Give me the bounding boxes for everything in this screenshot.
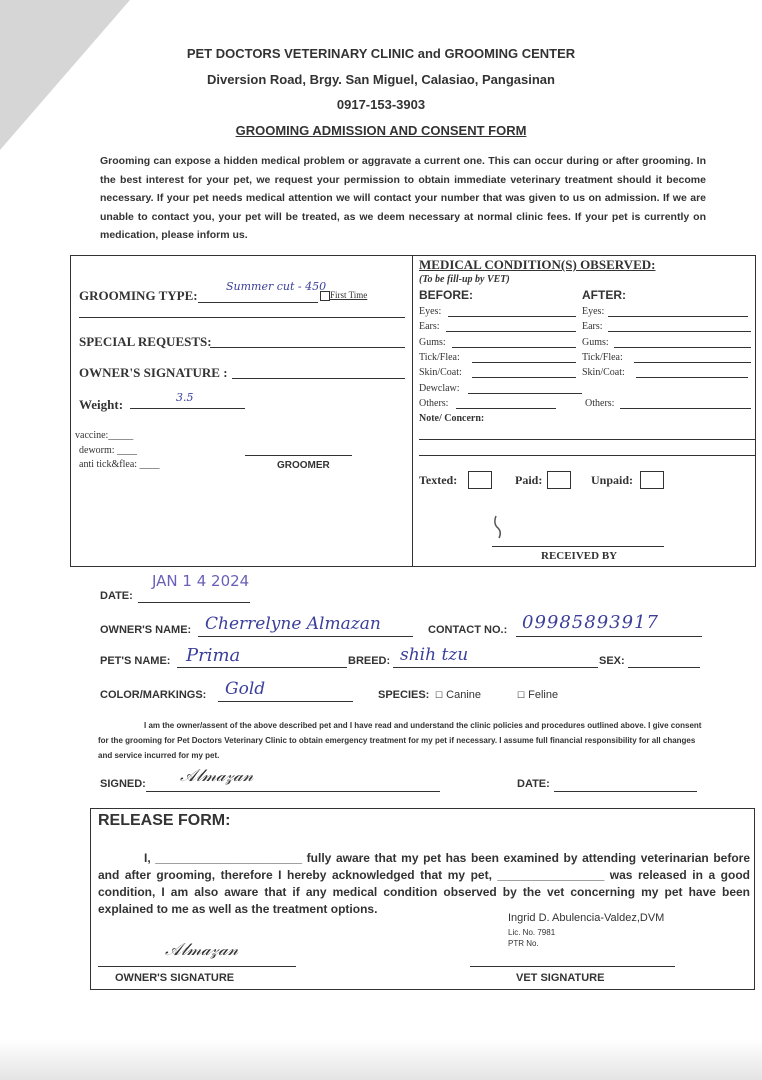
sex-label: SEX: bbox=[599, 655, 625, 667]
before-line bbox=[472, 377, 576, 378]
feline-label: Feline bbox=[528, 689, 559, 701]
received-by-line[interactable] bbox=[492, 546, 664, 547]
color-line bbox=[218, 701, 353, 702]
breed-label: BREED: bbox=[348, 655, 391, 667]
after-label: AFTER: bbox=[582, 288, 626, 302]
after-item: Skin/Coat: bbox=[582, 367, 625, 378]
groomer-line bbox=[245, 455, 352, 456]
release-owner-signature: 𝒜𝓁𝓂𝒶𝓏𝒶𝓃 bbox=[165, 940, 239, 960]
after-line bbox=[636, 377, 748, 378]
vet-sig-label: VET SIGNATURE bbox=[516, 972, 605, 984]
vet-license: Lic. No. 7981 bbox=[508, 928, 556, 937]
contact-value[interactable]: 09985893917 bbox=[522, 612, 659, 633]
clinic-name: PET DOCTORS VETERINARY CLINIC and GROOMING CENTER bbox=[186, 46, 576, 61]
pet-name-label: PET'S NAME: bbox=[100, 655, 171, 667]
antitick-label: anti tick&flea: ____ bbox=[79, 459, 160, 470]
first-time-option[interactable] bbox=[320, 290, 367, 301]
deworm-label: deworm: ____ bbox=[79, 445, 138, 456]
unpaid-label: Unpaid: bbox=[591, 473, 634, 487]
paid-checkbox[interactable] bbox=[547, 471, 571, 489]
received-by-label: RECEIVED BY bbox=[541, 550, 618, 562]
weight-label: Weight: bbox=[79, 397, 124, 412]
note-line-1[interactable] bbox=[419, 439, 755, 440]
texted-checkbox[interactable] bbox=[468, 471, 492, 489]
vaccine-label: vaccine:_____ bbox=[75, 430, 134, 441]
after-item: Tick/Flea: bbox=[582, 352, 623, 363]
unpaid-checkbox[interactable] bbox=[640, 471, 664, 489]
vet-name: Ingrid D. Abulencia-Valdez,DVM bbox=[508, 912, 665, 924]
before-line bbox=[468, 393, 582, 394]
canine-checkbox[interactable]: ☐ bbox=[435, 690, 444, 700]
signed-line[interactable] bbox=[146, 791, 440, 792]
weight-value[interactable]: 3.5 bbox=[176, 391, 194, 404]
date2-label: DATE: bbox=[517, 778, 550, 790]
after-item: Ears: bbox=[582, 321, 603, 332]
after-item: Others: bbox=[585, 398, 615, 409]
groomer-label: GROOMER bbox=[277, 460, 330, 471]
after-line bbox=[634, 362, 751, 363]
owner-name-label: OWNER'S NAME: bbox=[100, 624, 192, 636]
clinic-phone: 0917-153-3903 bbox=[336, 97, 426, 112]
grooming-type-line bbox=[198, 302, 318, 303]
color-value[interactable]: Gold bbox=[225, 679, 266, 699]
release-paragraph: I, ______________________ fully aware that my pet has been examined by attending veterinarian before and after grooming, therefore I hereby acknowledged that my pet, ________________ was released in a good condition, I am also aware that if any medical condition observed by the vet concerning my pet have been explained to me as well as the treatment options. bbox=[98, 851, 750, 916]
weight-line bbox=[130, 408, 245, 409]
vet-sig-line[interactable] bbox=[470, 966, 675, 967]
texted-label: Texted: bbox=[419, 473, 458, 487]
canine-label: Canine bbox=[446, 689, 481, 701]
clinic-address: Diversion Road, Brgy. San Miguel, Calasiao, Pangasinan bbox=[207, 72, 555, 87]
pet-name-line bbox=[177, 667, 347, 668]
color-label: COLOR/MARKINGS: bbox=[100, 689, 207, 701]
owner-signature: 𝒜𝓁𝓂𝒶𝓏𝒶𝓃 bbox=[180, 766, 254, 786]
species-label: SPECIES: bbox=[378, 689, 430, 701]
grooming-type-line-2 bbox=[79, 317, 405, 318]
before-label: BEFORE: bbox=[419, 288, 473, 302]
medical-title: MEDICAL CONDITION(S) OBSERVED: bbox=[419, 257, 656, 272]
form-title: GROOMING ADMISSION AND CONSENT FORM bbox=[235, 123, 527, 138]
breed-line bbox=[393, 667, 598, 668]
owner-name-value[interactable]: Cherrelyne Almazan bbox=[205, 614, 381, 634]
vet-ptr: PTR No. bbox=[508, 939, 539, 948]
first-time-label: First Time bbox=[330, 290, 368, 300]
after-line bbox=[614, 347, 751, 348]
contact-line bbox=[516, 636, 702, 637]
after-item: Eyes: bbox=[582, 306, 605, 317]
owner-signature-line[interactable] bbox=[232, 378, 405, 379]
before-item: Dewclaw: bbox=[419, 383, 460, 394]
special-requests-line[interactable] bbox=[210, 347, 405, 348]
before-item: Eyes: bbox=[419, 306, 442, 317]
owner-signature-label: OWNER'S SIGNATURE : bbox=[79, 365, 228, 380]
box-divider bbox=[412, 255, 413, 566]
contact-label: CONTACT NO.: bbox=[428, 624, 508, 636]
medical-subtitle: (To be fill-up by VET) bbox=[419, 274, 510, 285]
date-line bbox=[138, 602, 250, 603]
special-requests-label: SPECIAL REQUESTS: bbox=[79, 334, 212, 349]
before-item: Ears: bbox=[419, 321, 440, 332]
sex-line[interactable] bbox=[628, 667, 700, 668]
consent-paragraph: I am the owner/assent of the above described pet and I have read and understand the clinic policies and procedures outlined above. I give consent for the grooming for Pet Doctors Veterinary Clinic to obtain emergency treatment for my pet if necessary. I assume full financial responsibility for all changes and service incurred for my pet. bbox=[98, 721, 702, 760]
intro-paragraph: Grooming can expose a hidden medical problem or aggravate a current one. This can occur during or after grooming. In the best interest for your pet, we request your permission to obtain immediate veterinary treatment should it become necessary. If your pet needs medical attention we will contact your number that was given to us on admission. If we are unable to contact you, your pet will be treated, as we deem necessary at normal clinic fees. If your pet is currently on medication, please inform us. bbox=[100, 155, 706, 241]
after-line bbox=[608, 331, 751, 332]
before-line bbox=[446, 331, 576, 332]
first-time-checkbox[interactable] bbox=[320, 291, 330, 301]
feline-option[interactable] bbox=[517, 689, 558, 701]
pet-name-value[interactable]: Prima bbox=[186, 645, 241, 666]
release-title: RELEASE FORM: bbox=[98, 812, 231, 829]
signed-label: SIGNED: bbox=[100, 778, 146, 790]
date-label: DATE: bbox=[100, 590, 133, 602]
before-line bbox=[452, 347, 576, 348]
before-item: Others: bbox=[419, 398, 449, 409]
owner-name-line bbox=[198, 636, 413, 637]
note-line-2[interactable] bbox=[419, 455, 755, 456]
received-signature-mark bbox=[490, 514, 510, 544]
before-item: Skin/Coat: bbox=[419, 367, 462, 378]
bottom-scan-edge bbox=[0, 1040, 762, 1080]
after-line bbox=[608, 316, 748, 317]
owner-sig-label: OWNER'S SIGNATURE bbox=[115, 972, 235, 984]
owner-sig-line[interactable] bbox=[98, 966, 296, 967]
after-item: Gums: bbox=[582, 337, 609, 348]
before-line bbox=[456, 408, 556, 409]
canine-option[interactable] bbox=[435, 689, 481, 701]
grooming-type-label: GROOMING TYPE: bbox=[79, 288, 198, 303]
paid-label: Paid: bbox=[515, 473, 543, 487]
before-line bbox=[448, 316, 576, 317]
before-item: Tick/Flea: bbox=[419, 352, 460, 363]
before-line bbox=[472, 362, 576, 363]
after-line bbox=[620, 408, 751, 409]
breed-value[interactable]: shih tzu bbox=[400, 645, 469, 665]
note-label: Note/ Concern: bbox=[419, 413, 485, 424]
feline-checkbox[interactable]: ☐ bbox=[517, 690, 526, 700]
before-item: Gums: bbox=[419, 337, 446, 348]
grooming-type-value[interactable]: Summer cut - 450 bbox=[226, 280, 327, 293]
date2-line[interactable] bbox=[554, 791, 697, 792]
date-stamp: JAN 1 4 2024 bbox=[152, 572, 250, 590]
